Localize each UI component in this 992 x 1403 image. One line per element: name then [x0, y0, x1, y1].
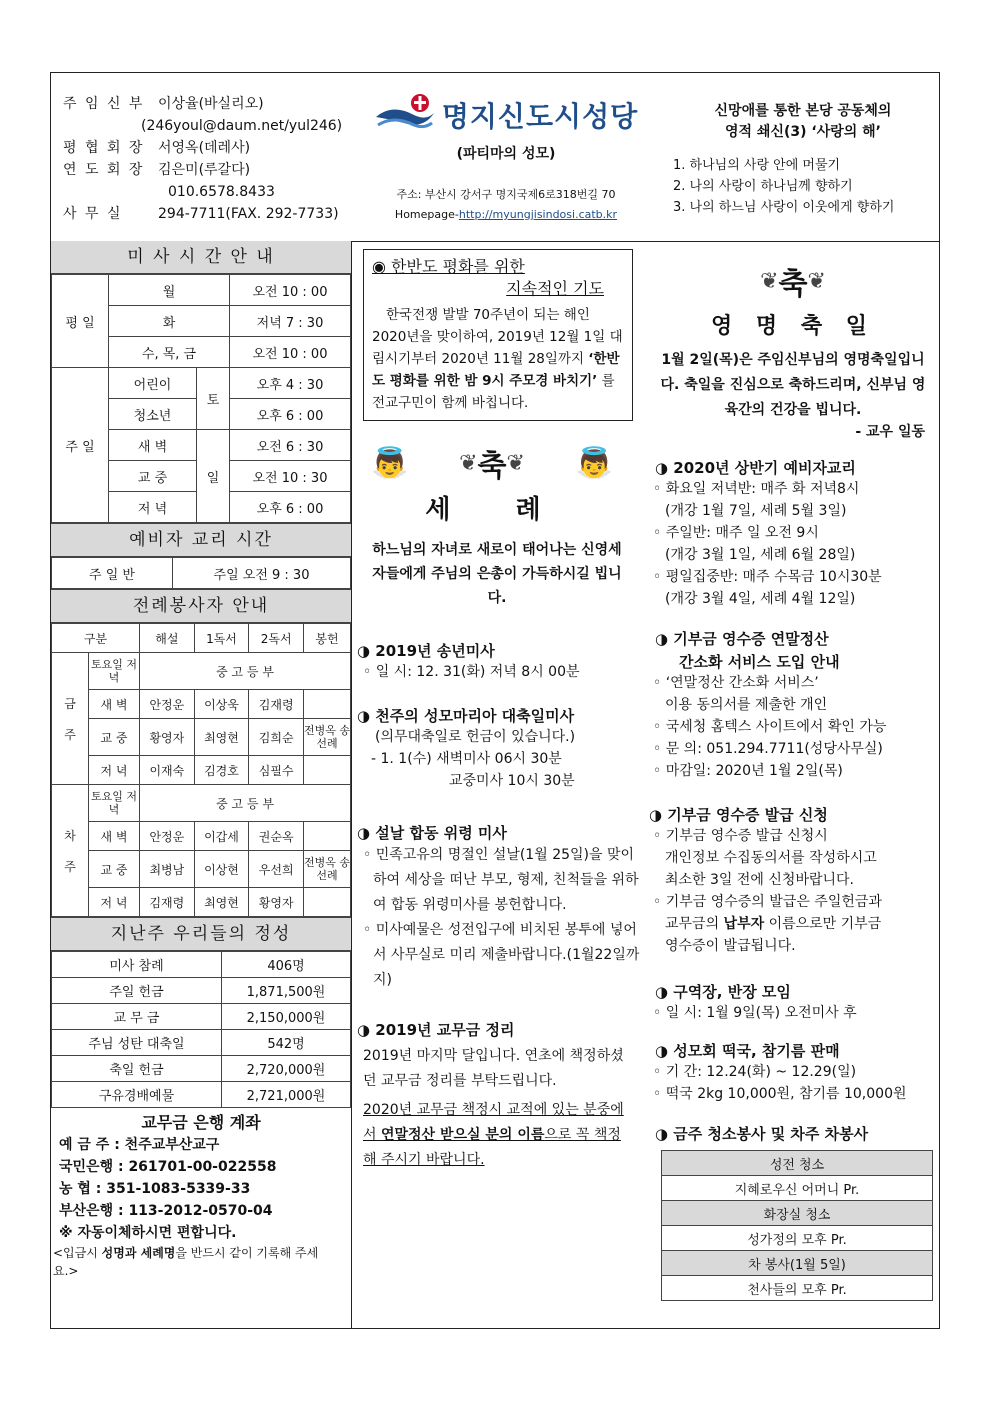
- mass-time: 오후 4 : 30: [230, 368, 351, 399]
- servers-title: 전례봉사자 안내: [51, 589, 351, 623]
- celebrate-char: 축: [477, 449, 507, 484]
- section-body: ◦ 국세청 홈텍스 사이트에서 확인 가능: [653, 719, 887, 735]
- offering-table: [51, 951, 351, 1108]
- cleaning-group: 지혜로우신 어머니 Pr.: [662, 1176, 933, 1201]
- offering-value: 2,150,000원: [222, 1004, 351, 1030]
- staff-label: 평 협 회 장: [63, 140, 145, 156]
- saturday-label: 토: [197, 368, 230, 430]
- mass-time: 오후 6 : 00: [230, 399, 351, 430]
- cleaning-group: 성가정의 모후 Pr.: [662, 1226, 933, 1251]
- server-name: 최영현: [194, 888, 249, 917]
- bank-line: 예 금 주 : 천주교부산교구: [59, 1137, 220, 1153]
- peace-prayer-box: [363, 249, 633, 421]
- middle-column: [351, 241, 643, 1328]
- feast-title: 영 명 축 일: [711, 314, 875, 339]
- row-name: 교 중: [89, 851, 140, 888]
- col-header: 2독서: [249, 624, 304, 653]
- mass-times-table: [51, 274, 351, 523]
- this-week-label: 금 주: [52, 653, 89, 785]
- section-body: 최소한 3일 전에 신청바랍니다.: [665, 872, 854, 888]
- section-body: ◦ 문 의: 051.294.7711(성당사무실): [653, 741, 883, 757]
- catechumen-title: 예비자 교리 시간: [51, 523, 351, 557]
- bank-note: 을 반드시 같이 기록해 주세요.>: [53, 1246, 319, 1278]
- section-body: ◦ 평일집중반: 매주 수목금 10시30분: [653, 569, 882, 585]
- mass-time: 오후 6 : 00: [230, 492, 351, 523]
- bank-title: 교무금 은행 계좌: [141, 1113, 261, 1132]
- offering-value: 1,871,500원: [222, 978, 351, 1004]
- mass-name: 어린이: [109, 368, 197, 399]
- section-title: ◑ 2019년 교무금 정리: [357, 1021, 515, 1039]
- section-body: 영수증이 발급됩니다.: [665, 938, 796, 954]
- row-name: 토요일 저 녁: [89, 653, 140, 690]
- staff-value: 010.6578.8433: [168, 184, 275, 200]
- catechumen-time: 주일 오전 9 : 30: [173, 558, 351, 589]
- theme-block: [673, 101, 933, 218]
- staff-value: 294-7711(FAX. 292-7733): [158, 206, 339, 222]
- server-name: 안정운: [140, 822, 195, 851]
- section-body: (개강 1월 7일, 세례 5월 3일): [665, 503, 847, 519]
- server-name: 권순옥: [249, 822, 304, 851]
- server-name: 김재령: [140, 888, 195, 917]
- bank-note: <입금시: [53, 1246, 102, 1260]
- col-header: 봉헌: [304, 624, 351, 653]
- peace-title: 지속적인 기도: [506, 279, 604, 298]
- offering-key: 구유경배예물: [52, 1082, 222, 1108]
- mass-name: 저 녁: [109, 492, 197, 523]
- mass-time: 오전 10 : 00: [230, 337, 351, 368]
- col-header: 구분: [52, 624, 140, 653]
- church-patron: (파티마의 성모): [456, 146, 556, 162]
- merged-cell: 중 고 등 부: [140, 653, 351, 690]
- bulletin-frame: [50, 72, 940, 1329]
- section-body: ◦ 민족고유의 명절인 설날(1월 25일)을 맞이하여 세상을 떠난 부모, 형제, 친척들을 위하여 합동 위령미사를 봉헌합니다.: [363, 847, 639, 913]
- church-title-block: [361, 93, 651, 225]
- mass-name: 청소년: [109, 399, 197, 430]
- section-title: ◑ 성모회 떡국, 참기름 판매: [655, 1042, 840, 1060]
- feast-sign: - 교우 일동: [855, 424, 925, 440]
- mass-day: 화: [109, 306, 230, 337]
- right-column: [647, 241, 939, 1328]
- section-body: 개인정보 수집동의서를 작성하시고: [665, 850, 877, 866]
- cleaning-header: 차 봉사(1월 5일): [662, 1251, 933, 1276]
- cleaning-header: 성전 청소: [662, 1151, 933, 1176]
- section-body: (의무대축일로 헌금이 있습니다.): [375, 729, 576, 745]
- bank-line: 농 협 : 351-1083-5339-33: [59, 1181, 251, 1197]
- staff-info: [63, 93, 342, 225]
- server-name: 최영현: [194, 719, 249, 756]
- section-title: ◑ 2019년 송년미사: [357, 642, 495, 660]
- section-body: ◦ 떡국 2kg 10,000원, 참기름 10,000원: [653, 1086, 907, 1102]
- server-name: 최병남: [140, 851, 195, 888]
- celebrate-wreath: ❦ 축 ❦: [647, 259, 939, 303]
- next-week-label: 차 주: [52, 785, 89, 917]
- bank-line: ※ 자동이체하시면 편합니다.: [59, 1225, 237, 1241]
- section-body: 으로 꼭 책정해 주시기 바랍니다.: [363, 1127, 621, 1168]
- offering-key: 축일 헌금: [52, 1056, 222, 1082]
- section-body: ◦ 주일반: 매주 일 오전 9시: [653, 525, 819, 541]
- server-name: 황영자: [249, 888, 304, 917]
- offering-key: 교 무 금: [52, 1004, 222, 1030]
- theme-title: 신망애를 통한 본당 공동체의: [714, 103, 892, 119]
- theme-title: 영적 쇄신(3) ‘사랑의 해’: [725, 124, 881, 140]
- section-title: ◑ 구역장, 반장 모임: [655, 983, 791, 1001]
- staff-label: 사 무 실: [63, 206, 123, 222]
- merged-cell: 중 고 등 부: [140, 785, 351, 822]
- mass-name: 새 벽: [109, 430, 197, 461]
- sunday-label: 주 일: [52, 368, 109, 523]
- section-title: ◑ 2020년 상반기 예비자교리: [655, 459, 856, 477]
- section-body: ◦ 일 시: 1월 9일(목) 오전미사 후: [653, 1005, 857, 1021]
- staff-value: 이상율(바실리오): [158, 96, 264, 112]
- server-name: 이상욱: [194, 690, 249, 719]
- peace-body-quote: ‘한반도 평화를 위한 밤 9시 주모경 바치기’: [372, 351, 620, 389]
- section-body: ◦ 기부금 영수증의 발급은 주일헌금과: [653, 894, 882, 910]
- staff-value: 김은미(루갈다): [158, 162, 251, 178]
- angel-icon: 👼: [575, 445, 613, 481]
- section-body: ◦ 기부금 영수증 발급 신청시: [653, 828, 828, 844]
- section-title: ◑ 기부금 영수증 발급 신청: [649, 806, 828, 824]
- server-name: [304, 756, 351, 785]
- section-body: 이름으로만 기부금: [764, 916, 882, 932]
- theme-item: 2. 나의 사랑이 하나님께 향하기: [673, 179, 853, 194]
- col-header: 해설: [140, 624, 195, 653]
- weekday-label: 평 일: [52, 275, 109, 368]
- section-body: (개강 3월 4일, 세례 4월 12일): [665, 591, 856, 607]
- church-address: 주소: 부산시 강서구 명지국제6로318번길 70: [396, 188, 616, 201]
- peace-body: 한국전쟁 발발 70주년이 되는 해인 2020년을 맞이하여, 2019년 12월 1일 대림시기부터 2020년 11월 28일까지: [372, 307, 623, 367]
- section-title: ◑ 천주의 성모마리아 대축일미사: [357, 707, 575, 725]
- section-title: ◑ 설날 합동 위령 미사: [357, 824, 507, 842]
- section-title: ◑ 기부금 영수증 연말정산: [655, 630, 829, 648]
- celebrate-char: 축: [778, 267, 808, 302]
- catechumen-label: 주 일 반: [52, 558, 173, 589]
- col-header: 1독서: [194, 624, 249, 653]
- server-name: 이갑세: [194, 822, 249, 851]
- header: [51, 73, 939, 242]
- offering-title: 지난주 우리들의 정성: [51, 917, 351, 951]
- row-name: 저 녁: [89, 888, 140, 917]
- section-body: ◦ 기 간: 12.24(화) ~ 12.29(일): [653, 1064, 857, 1080]
- theme-item: 1. 하나님의 사랑 안에 머물기: [673, 158, 841, 173]
- baptism-title: 세 례: [425, 495, 569, 525]
- section-body: 교무금의: [665, 916, 724, 932]
- server-name: [304, 888, 351, 917]
- peace-body: 를 전교구민이 함께 바칩니다.: [372, 373, 615, 411]
- server-name: 김희순: [249, 719, 304, 756]
- row-name: 교 중: [89, 719, 140, 756]
- row-name: 새 벽: [89, 822, 140, 851]
- left-column: [51, 241, 352, 1328]
- row-name: 저 녁: [89, 756, 140, 785]
- offering-value: 2,721,000원: [222, 1082, 351, 1108]
- server-name: [304, 690, 351, 719]
- mass-times-title: 미 사 시 간 안 내: [51, 241, 351, 274]
- staff-value: 서영옥(데레사): [158, 140, 251, 156]
- offering-value: 2,720,000원: [222, 1056, 351, 1082]
- mass-time: 오전 10 : 30: [230, 461, 351, 492]
- server-name: 김재령: [249, 690, 304, 719]
- section-body: (개강 3월 1일, 세례 6월 28일): [665, 547, 856, 563]
- section-title: ◑ 금주 청소봉사 및 차주 차봉사: [655, 1125, 869, 1143]
- server-name: 황영자: [140, 719, 195, 756]
- server-name: 안정운: [140, 690, 195, 719]
- homepage-label: Homepage-: [394, 208, 459, 221]
- row-name: 새 벽: [89, 690, 140, 719]
- cleaning-table: [661, 1150, 933, 1301]
- theme-item: 3. 나의 하느님 사랑이 이웃에게 향하기: [673, 200, 895, 215]
- offering-key: 주일 헌금: [52, 978, 222, 1004]
- section-body: ◦ 미사예물은 성전입구에 비치된 봉투에 넣어서 사무실로 미리 제출바랍니다.(1월22일까지): [363, 922, 640, 988]
- homepage-link[interactable]: http://myungjisindosi.catb.kr: [458, 208, 618, 221]
- offering-key: 미사 참례: [52, 952, 222, 978]
- section-body: 2019년 마지막 달입니다. 연초에 책정하셨던 교무금 정리를 부탁드립니다.: [363, 1048, 624, 1089]
- cleaning-header: 화장실 청소: [662, 1201, 933, 1226]
- section-body: 교중미사 10시 30분: [449, 773, 575, 789]
- section-body: - 1. 1(수) 새벽미사 06시 30분: [371, 751, 562, 767]
- feast-message: 1월 2일(목)은 주임신부님의 영명축일입니다. 축일을 진심으로 축하드리며, 신부님 영육간의 건강을 빕니다.: [660, 352, 926, 418]
- server-name: 심필수: [249, 756, 304, 785]
- section-body: ◦ 일 시: 12. 31(화) 저녁 8시 00분: [363, 664, 580, 680]
- offering-value: 542명: [222, 1030, 351, 1056]
- mass-time: 오전 6 : 30: [230, 430, 351, 461]
- baptism-message: 하느님의 자녀로 새로이 태어나는 신영세자들에게 주님의 은총이 가득하시길 빕니다.: [372, 542, 622, 606]
- server-name: [304, 822, 351, 851]
- mass-time: 저녁 7 : 30: [230, 306, 351, 337]
- offering-value: 406명: [222, 952, 351, 978]
- celebrate-wreath: ❦ 축 ❦: [459, 441, 525, 485]
- servers-table: [51, 623, 351, 917]
- section-body: 2020년 교무금 책정시 교적에 있는 분중에서: [363, 1102, 624, 1143]
- row-name: 토요일 저 녁: [89, 785, 140, 822]
- section-body-bold: 연말정산 받으실 분의 이름: [380, 1127, 545, 1143]
- bank-accounts: [51, 1108, 351, 1284]
- section-body: ◦ 화요일 저녁반: 매주 화 저녁8시: [653, 481, 860, 497]
- sun-label: 일: [197, 430, 230, 523]
- cleaning-group: 천사들의 모후 Pr.: [662, 1276, 933, 1301]
- mass-name: 교 중: [109, 461, 197, 492]
- bank-note-bold: 성명과 세례명: [101, 1246, 176, 1260]
- bank-line: 부산은행 : 113-2012-0570-04: [59, 1203, 273, 1219]
- church-name: 명지신도시성당: [441, 100, 639, 133]
- staff-value: (246youl@daum.net/yul246): [141, 118, 343, 134]
- bank-line: 국민은행 : 261701-00-022558: [59, 1159, 277, 1175]
- mass-day: 수, 목, 금: [109, 337, 230, 368]
- section-body: ◦ 마감일: 2020년 1월 2일(목): [653, 763, 843, 779]
- section-body-bold: 납부자: [723, 916, 765, 932]
- mass-day: 월: [109, 275, 230, 306]
- angel-icon: 👼: [371, 445, 409, 481]
- server-name: 우선희: [249, 851, 304, 888]
- server-name: 이재숙: [140, 756, 195, 785]
- section-title: 간소화 서비스 도입 안내: [679, 653, 840, 671]
- catechumen-table: [51, 557, 351, 589]
- church-logo-icon: [374, 93, 436, 137]
- server-name: 이상현: [194, 851, 249, 888]
- server-name: 전병옥 송선례: [304, 851, 351, 888]
- server-name: 전병옥 송선례: [304, 719, 351, 756]
- section-body: ◦ ‘연말정산 간소화 서비스’: [653, 675, 819, 691]
- offering-key: 주님 성탄 대축일: [52, 1030, 222, 1056]
- peace-title: ◉ 한반도 평화를 위한: [372, 257, 525, 276]
- section-body: 이용 동의서를 제출한 개인: [665, 697, 828, 713]
- server-name: 김경호: [194, 756, 249, 785]
- mass-time: 오전 10 : 00: [230, 275, 351, 306]
- staff-label: 연 도 회 장: [63, 162, 145, 178]
- staff-label: 주 임 신 부: [63, 96, 145, 112]
